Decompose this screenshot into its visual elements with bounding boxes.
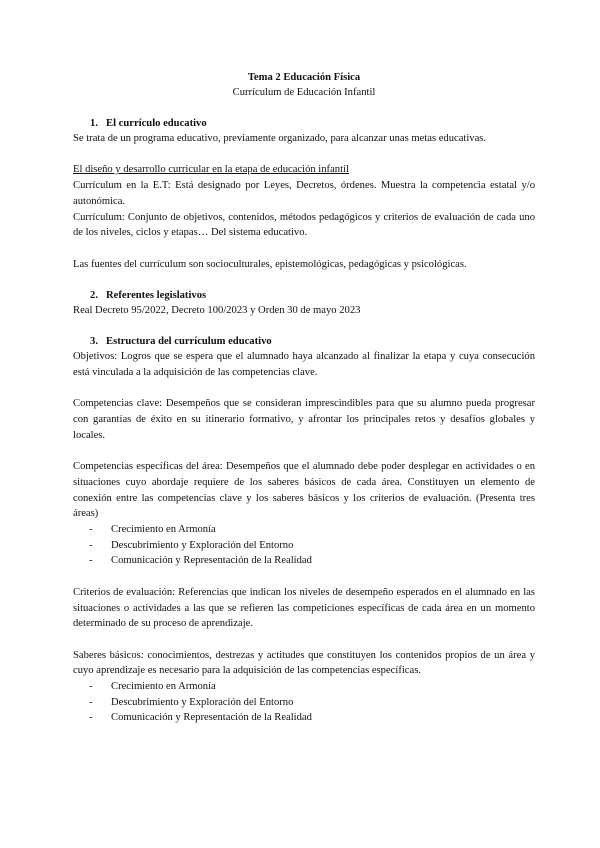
section-3-paragraph-saberes: Saberes básicos: conocimientos, destrezas y actitudes que constituyen los contenidos propios de un área y cuyo aprendizaje es necesario para la adquisición de las competencias específicas.: [73, 649, 535, 677]
section-3-number: 3.: [90, 336, 98, 348]
section-1-paragraph-1: Se trata de un programa educativo, previamente organizado, para alcanzar unas metas educativas.: [73, 133, 487, 144]
section-3-paragraph-competencias-clave: Competencias clave: Desempeños que se consideran imprescindibles para que su alumno pueda progresar con garantías de éxito en su itinerario formativo, y afrontar los principales retos y desafíos globales y locales.: [73, 398, 535, 441]
document-page: [73, 70, 535, 726]
section-3-paragraph-objetivos: Objetivos: Logros que se espera que el alumnado haya alcanzado al finalizar la etapa y cuya consecución está vinculada a la adquisición de las competencias clave.: [73, 351, 535, 379]
section-2-number: 2.: [90, 289, 98, 301]
section-1-paragraph-3: Currículum: Conjunto de objetivos, contenidos, métodos pedagógicos y criterios de evaluación de cada uno de los niveles, ciclos y etapas… Del sistema educativo.: [73, 211, 535, 239]
document-title: Tema 2 Educación Física: [247, 72, 361, 83]
areas-list-1: [73, 522, 535, 569]
list-item: - Comunicación y Representación de la Realidad: [89, 555, 312, 567]
section-3-heading: [73, 334, 535, 349]
section-3-title: Estructura del currículum educativo: [106, 336, 272, 348]
section-2-heading: [73, 288, 535, 303]
section-1-title: El currículo educativo: [106, 118, 207, 129]
section-3-paragraph-competencias-especificas: Competencias específicas del área: Desempeños que el alumnado debe poder desplegar en actividades o en situaciones cuyo abordaje requiere de los saberes básicos de cada área. Constituyen un elemento de conexión entre las competencias clave y los saberes básicos y los criterios de evaluación. (Presenta tres áreas): [73, 461, 535, 520]
section-3-paragraph-criterios: Criterios de evaluación: Referencias que indican los niveles de desempeño esperados en el alumnado en las situaciones o actividades a las que se refieren las competiciones específicas de cada área en un momento determinado de su proceso de aprendizaje.: [73, 586, 535, 630]
list-item: - Comunicación y Representación de la Realidad: [89, 712, 312, 724]
list-item: - Descubrimiento y Exploración del Entorno: [89, 696, 294, 708]
section-1-number: 1.: [90, 118, 98, 129]
list-item: - Descubrimiento y Exploración del Entorno: [89, 539, 294, 551]
list-item: - Crecimiento en Armonía: [89, 681, 216, 693]
areas-list-2: [73, 679, 535, 726]
section-1-paragraph-4: Las fuentes del currículum son socioculturales, epistemológicas, pedagógicas y psicológicas.: [73, 258, 467, 270]
section-1-paragraph-2: Currículum en la E.T: Está designado por Leyes, Decretos, órdenes. Muestra la competencia estatal y/o autonómica.: [73, 180, 535, 207]
list-item: - Crecimiento en Armonía: [89, 524, 216, 536]
section-1-heading: [73, 116, 535, 131]
section-1-subheading: El diseño y desarrollo curricular en la etapa de educación infantil: [73, 164, 349, 176]
section-2-paragraph-1: Real Decreto 95/2022, Decreto 100/2023 y Orden 30 de mayo 2023: [73, 304, 361, 316]
document-subtitle: Currículum de Educación Infantil: [232, 87, 376, 98]
section-2-title: Referentes legislativos: [106, 289, 207, 301]
